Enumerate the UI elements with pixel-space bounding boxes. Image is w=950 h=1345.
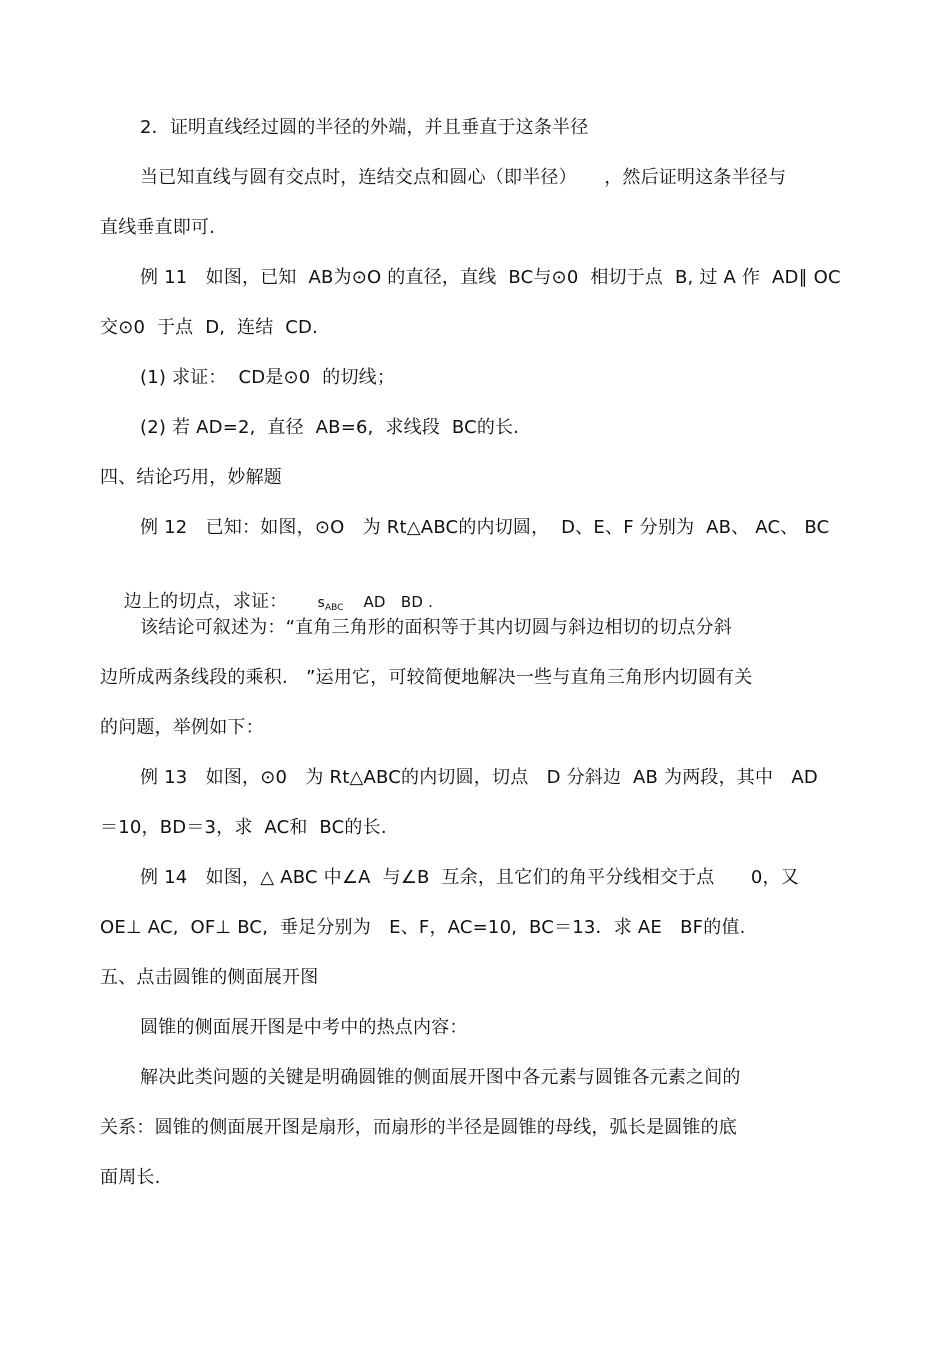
proof-method-2-heading: 2．证明直线经过圆的半径的外端，并且垂直于这条半径: [140, 117, 589, 138]
example-11-question-1: (1) 求证： CD是⊙0 的切线；: [140, 367, 396, 388]
example-12-prefix: 边上的切点，求证：: [123, 591, 288, 612]
conclusion-paragraph-line: 边所成两条线段的乘积. ”运用它，可较简便地解决一些与直角三角形内切圆有关: [100, 667, 753, 688]
example-11-line: 交⊙0 于点 D, 连结 CD.: [100, 317, 319, 338]
area-symbol: s: [317, 595, 325, 611]
example-14-line: 例 14 如图，△ ABC 中∠A 与∠B 互余，且它们的角平分线相交于点 0，又: [140, 867, 799, 888]
example-13-line: 例 13 如图，⊙0 为 Rt△ABC的内切圆，切点 D 分斜边 AB 为两段，其中 AD: [140, 767, 818, 788]
cone-paragraph-line: 圆锥的侧面展开图是中考中的热点内容：: [140, 1017, 468, 1038]
cone-paragraph-line: 解决此类问题的关键是明确圆锥的侧面展开图中各元素与圆锥各元素之间的: [140, 1067, 741, 1088]
example-12-line: 例 12 已知：如图，⊙O 为 Rt△ABC的内切圆， D、E、F 分别为 AB、 AC、 BC: [140, 517, 830, 538]
conclusion-paragraph-line: 的问题，举例如下：: [100, 717, 264, 738]
area-subscript: ABC: [325, 603, 344, 613]
cone-paragraph-line: 面周长.: [100, 1167, 161, 1188]
example-12-product: AD BD .: [363, 593, 434, 611]
section-5-heading: 五、点击圆锥的侧面展开图: [100, 967, 319, 988]
cone-paragraph-line: 关系：圆锥的侧面展开图是扇形，而扇形的半径是圆锥的母线，弧长是圆锥的底: [100, 1117, 737, 1138]
example-11-question-2: (2) 若 AD=2, 直径 AB=6, 求线段 BC的长.: [140, 417, 520, 438]
paragraph-line: 直线垂直即可.: [100, 217, 216, 238]
section-4-heading: 四、结论巧用，妙解题: [100, 467, 282, 488]
conclusion-paragraph-line: 该结论可叙述为：“直角三角形的面积等于其内切圆与斜边相切的切点分斜: [140, 617, 732, 638]
example-14-line: OE⊥ AC, OF⊥ BC, 垂足分别为 E、F，AC=10, BC＝13．求 AE BF的值.: [100, 917, 746, 938]
example-13-line: ＝10，BD＝3，求 AC和 BC的长.: [100, 817, 387, 838]
paragraph-line: 当已知直线与圆有交点时，连结交点和圆心（即半径） ，然后证明这条半径与: [140, 167, 787, 188]
example-11-line: 例 11 如图，已知 AB为⊙O 的直径，直线 BC与⊙0 相切于点 B, 过 A 作 AD∥ OC: [140, 267, 841, 288]
